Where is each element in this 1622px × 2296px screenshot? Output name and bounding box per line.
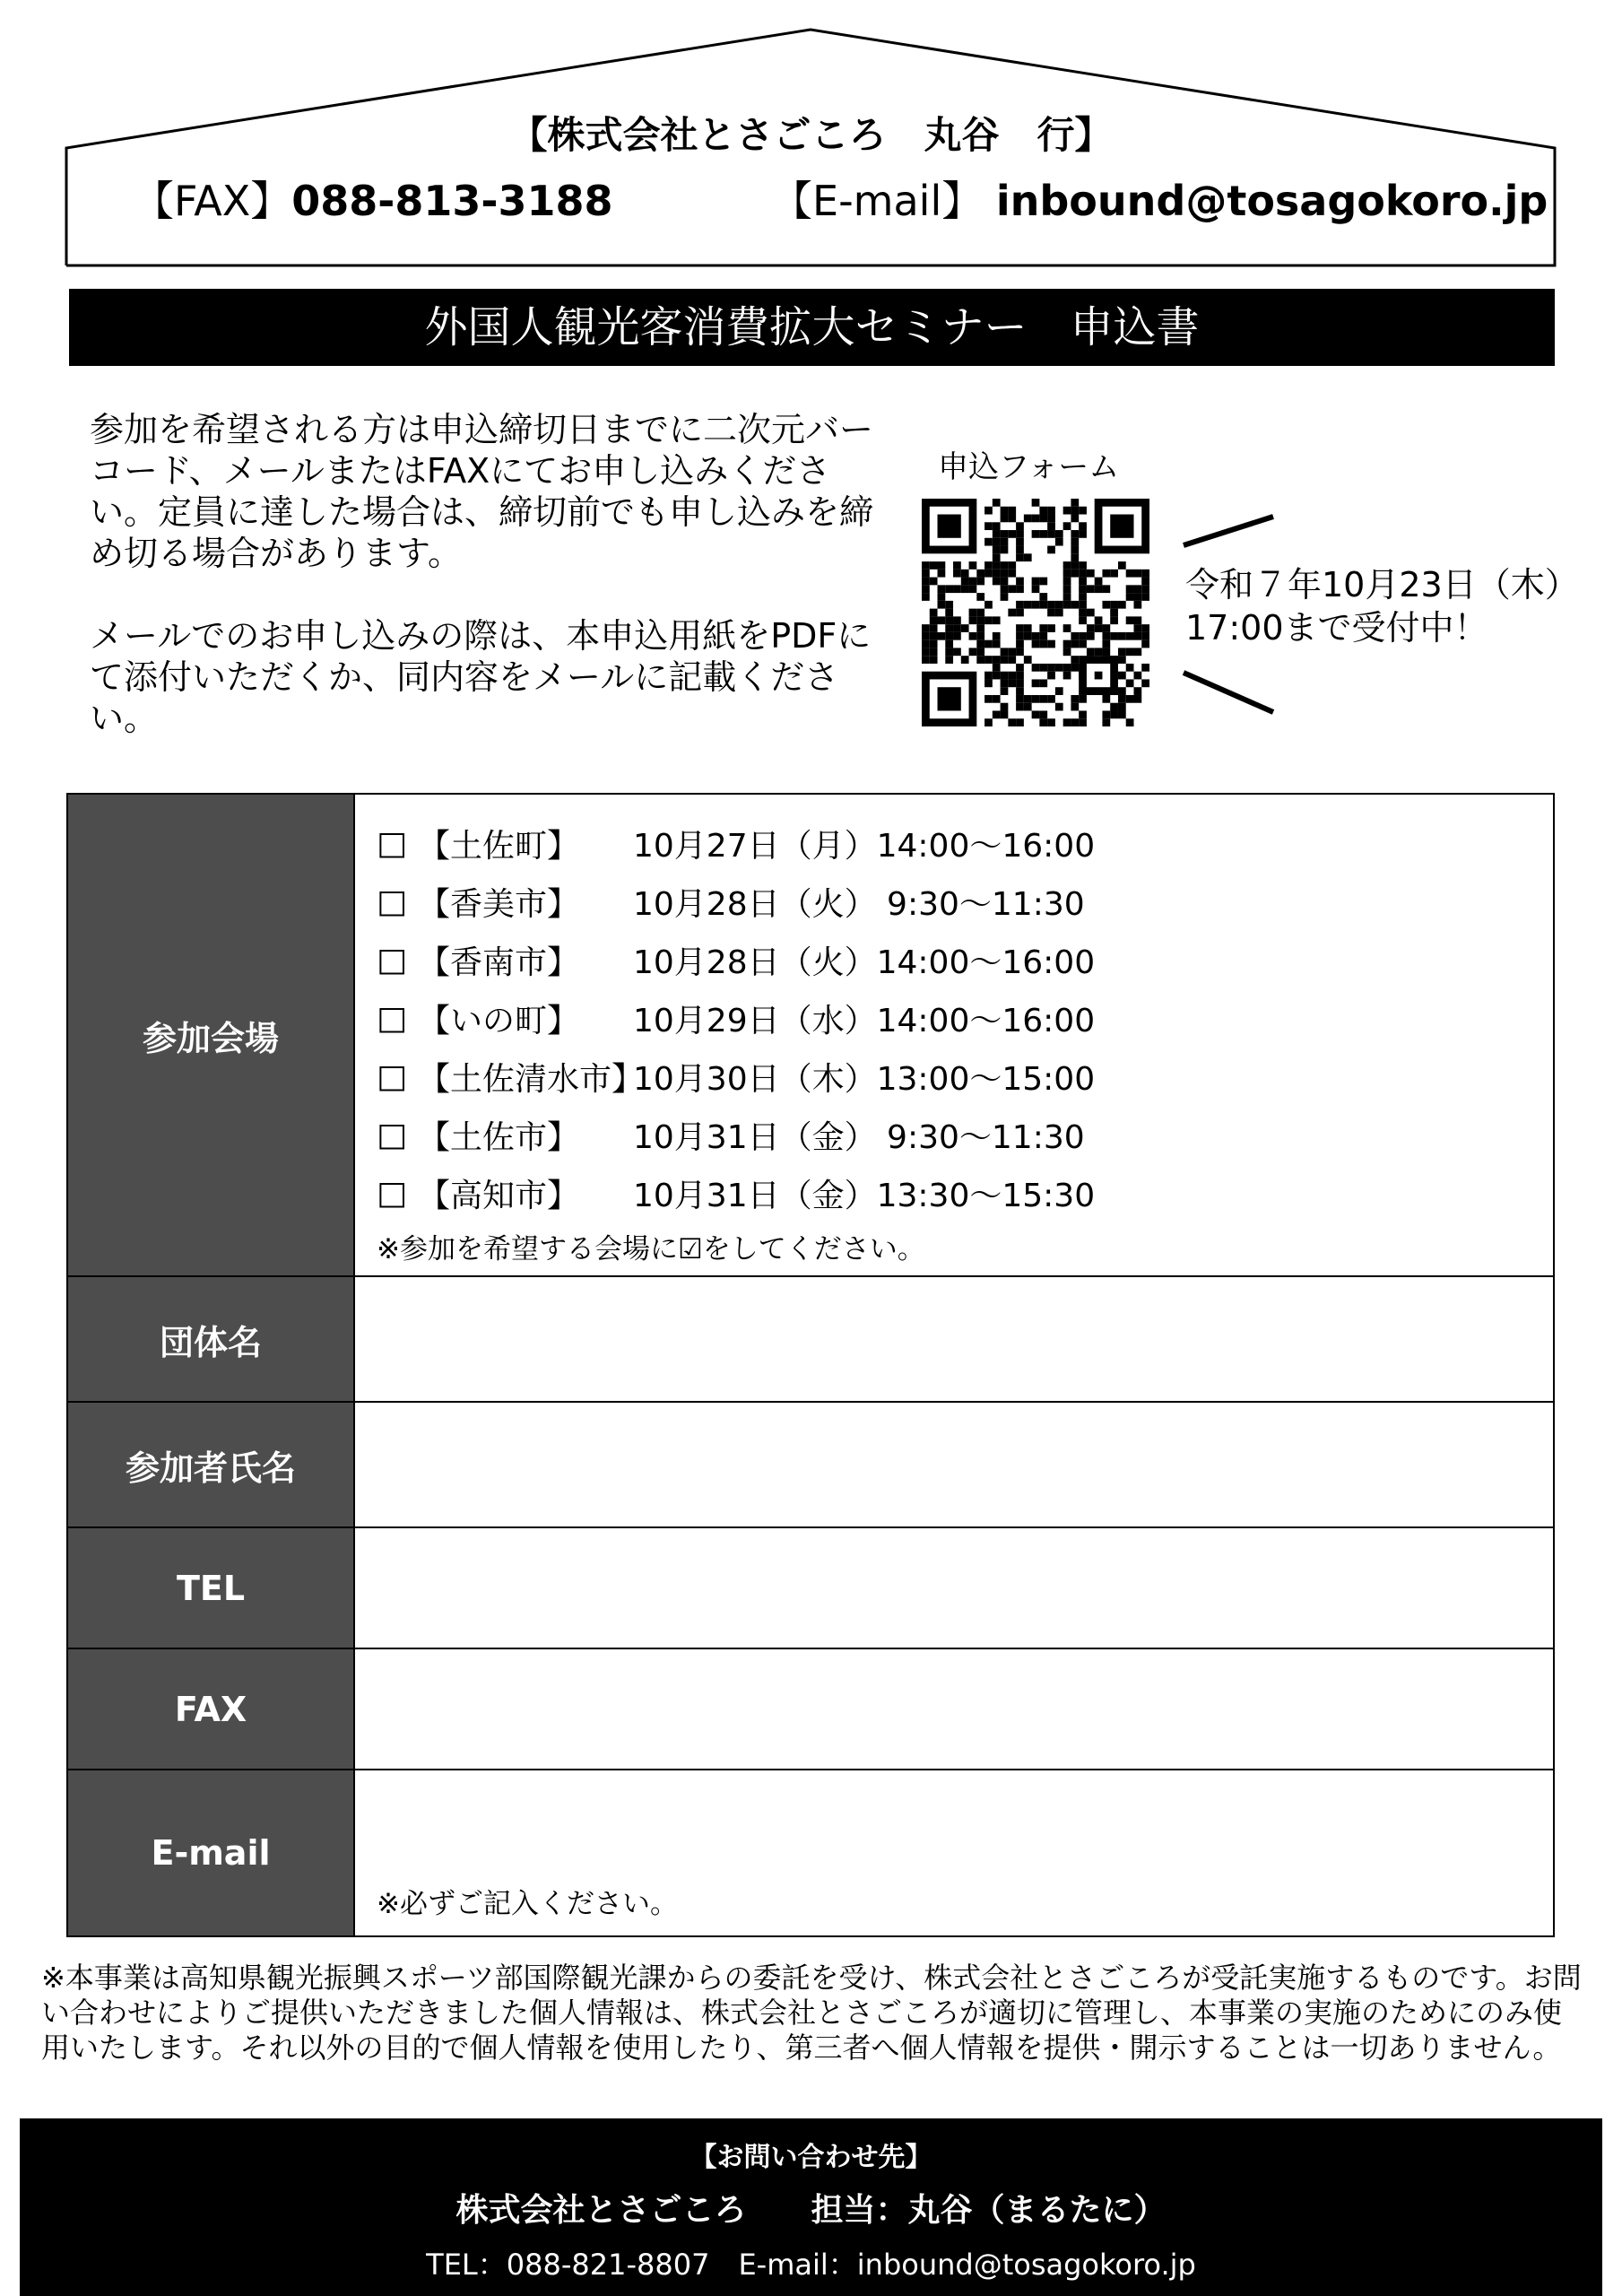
checkbox[interactable]: □ bbox=[377, 1117, 408, 1153]
org-input[interactable] bbox=[354, 1276, 1554, 1402]
email-note: ※必ずご記入ください。 bbox=[377, 1888, 678, 1920]
venue-option[interactable] bbox=[355, 873, 1553, 931]
venue-option[interactable] bbox=[355, 931, 1553, 989]
email-input[interactable] bbox=[354, 1770, 1554, 1936]
addressee: 【株式会社とさごころ 丸谷 行】 bbox=[509, 113, 1113, 157]
venue-option[interactable] bbox=[355, 1106, 1553, 1164]
venue-name: 【土佐市】 bbox=[418, 1119, 580, 1156]
email-address[interactable]: inbound@tosagokoro.jp bbox=[995, 177, 1548, 225]
contact-bar bbox=[20, 2118, 1602, 2296]
venue-option[interactable] bbox=[355, 989, 1553, 1048]
qr-code[interactable] bbox=[922, 499, 1149, 726]
email-label: 【E-mail】 bbox=[771, 177, 984, 225]
venue-name: 【いの町】 bbox=[418, 1003, 580, 1039]
checkbox[interactable]: □ bbox=[377, 1000, 408, 1037]
checkbox[interactable]: □ bbox=[377, 942, 408, 978]
participant-input[interactable] bbox=[354, 1402, 1554, 1527]
fax-number: 088-813-3188 bbox=[291, 177, 613, 225]
privacy-notice: ※本事業は高知県観光振興スポーツ部国際観光課からの委託を受け、株式会社とさごころが受託実施するものです。お問い合わせによりご提供いただきました個人情報は、株式会社とさごころが適切に管理し、本事業の実施のためにのみ使用いたします。それ以外の目的で個人情報を使用したり、第三者へ個人情報を提供・開示することは一切ありません。 bbox=[41, 1961, 1582, 2065]
fax-label: 【FAX】 bbox=[133, 177, 292, 225]
deadline bbox=[1185, 563, 1579, 649]
venue-datetime: 10月31日（金） 9:30〜11:30 bbox=[633, 1119, 1085, 1156]
venue-option[interactable] bbox=[355, 814, 1553, 873]
header-email bbox=[771, 169, 1548, 228]
checkbox[interactable]: □ bbox=[377, 1175, 408, 1212]
tel-input[interactable] bbox=[354, 1527, 1554, 1648]
contact-heading: 【お問い合わせ先】 bbox=[690, 2142, 932, 2173]
checkbox[interactable]: □ bbox=[377, 883, 408, 920]
venue-datetime: 10月28日（火）14:00〜16:00 bbox=[633, 944, 1096, 981]
venue-options bbox=[354, 794, 1554, 1276]
venue-label: 参加会場 bbox=[67, 794, 354, 1276]
venue-option[interactable] bbox=[355, 1048, 1553, 1106]
org-label: 団体名 bbox=[67, 1276, 354, 1402]
intro-paragraph-2: メールでのお申し込みの際は、本申込用紙をPDFにて添付いただくか、同内容をメールに記載ください。 bbox=[90, 616, 872, 738]
qr-label: 申込フォーム bbox=[938, 449, 1120, 485]
venue-name: 【高知市】 bbox=[418, 1178, 580, 1214]
venue-datetime: 10月29日（水）14:00〜16:00 bbox=[633, 1003, 1096, 1039]
deadline-date: 令和７年10月23日（木） bbox=[1185, 565, 1579, 604]
venue-datetime: 10月30日（木）13:00〜15:00 bbox=[633, 1061, 1096, 1098]
venue-datetime: 10月31日（金）13:30〜15:30 bbox=[633, 1178, 1096, 1214]
venue-datetime: 10月28日（火） 9:30〜11:30 bbox=[633, 886, 1085, 923]
tel-label: TEL bbox=[67, 1527, 354, 1648]
venue-name: 【土佐清水市】 bbox=[418, 1061, 645, 1098]
intro-paragraph-1: 参加を希望される方は申込締切日までに二次元バーコード、メールまたはFAXにてお申し込みください。定員に達した場合は、締切前でも申し込みを締め切る場合があります。 bbox=[90, 410, 874, 573]
venue-name: 【土佐町】 bbox=[418, 828, 580, 865]
checkbox[interactable]: □ bbox=[377, 825, 408, 862]
venue-datetime: 10月27日（月）14:00〜16:00 bbox=[633, 828, 1096, 865]
header-fax bbox=[133, 169, 612, 228]
deadline-time: 17:00まで受付中！ bbox=[1185, 608, 1488, 648]
venue-name: 【香南市】 bbox=[418, 944, 580, 981]
contact-info: TEL：088-821-8807 E-mail：inbound@tosagokoro.jp bbox=[426, 2248, 1196, 2282]
venue-note: ※参加を希望する会場に☑をしてください。 bbox=[377, 1233, 925, 1265]
venue-name: 【香美市】 bbox=[418, 886, 580, 923]
email-field-label: E-mail bbox=[67, 1770, 354, 1936]
page-title: 外国人観光客消費拡大セミナー 申込書 bbox=[69, 289, 1555, 366]
fax-input[interactable] bbox=[354, 1648, 1554, 1770]
checkbox[interactable]: □ bbox=[377, 1058, 408, 1095]
fax-field-label: FAX bbox=[67, 1648, 354, 1770]
contact-org: 株式会社とさごころ 担当：丸谷（まるたに） bbox=[455, 2192, 1167, 2229]
application-form bbox=[66, 793, 1555, 1937]
participant-label: 参加者氏名 bbox=[67, 1402, 354, 1527]
venue-option[interactable] bbox=[355, 1164, 1553, 1222]
